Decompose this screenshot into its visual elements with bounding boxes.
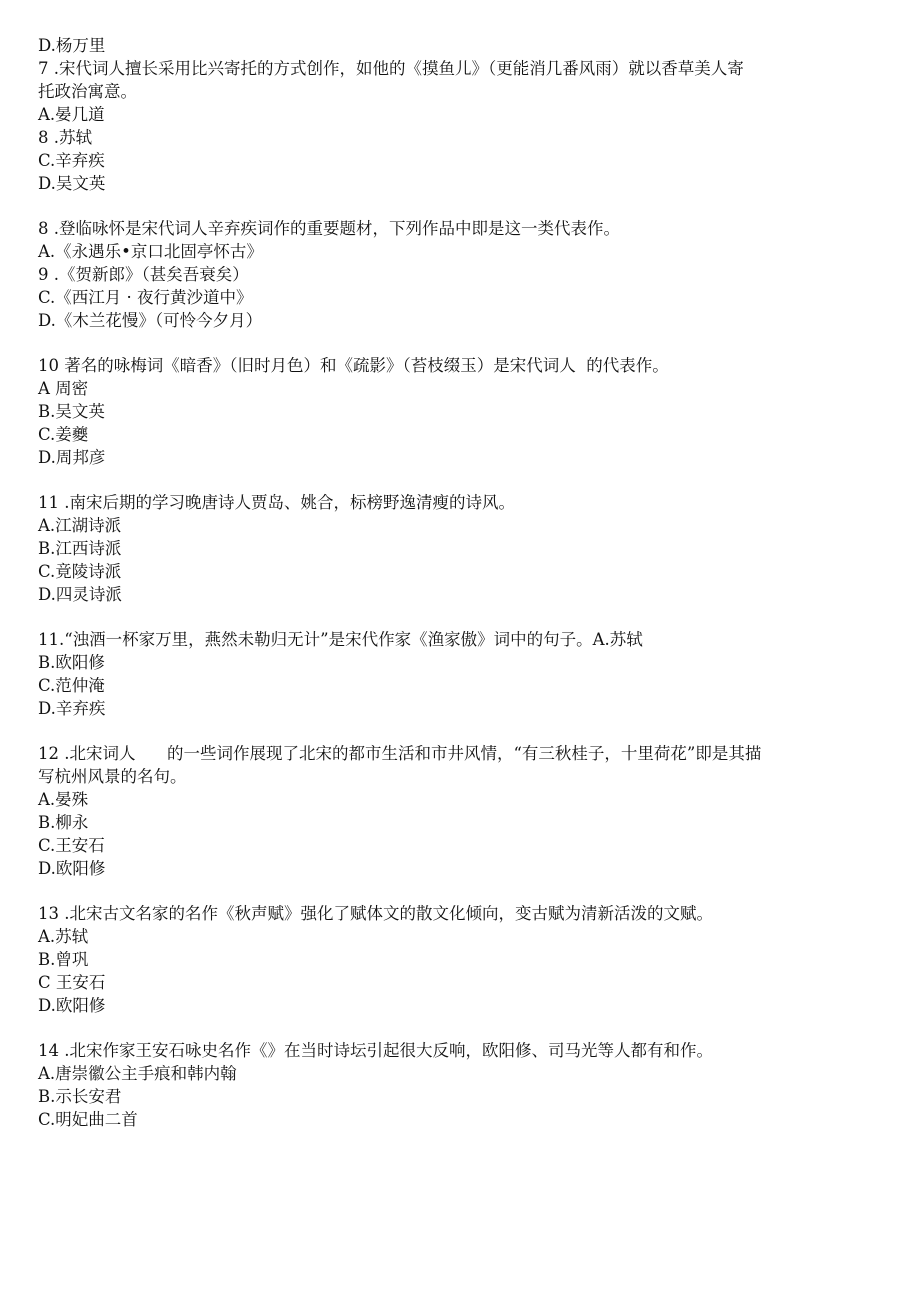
- document-page: [38, 34, 888, 1131]
- option-line: B.曾巩: [38, 950, 89, 969]
- question-text: 13 .北宋古文名家的名作《秋声赋》强化了赋体文的散文化倾向，变古赋为清新活泼的文赋。: [38, 904, 713, 923]
- option-line: C.竟陵诗派: [38, 562, 122, 581]
- option-line: 9 .《贺新郎》（甚矣吾衰矣）: [38, 265, 249, 284]
- option-line: D.周邦彦: [38, 448, 106, 467]
- option-line: B.柳永: [38, 813, 89, 832]
- option-line: C.辛弃疾: [38, 151, 105, 170]
- question-text: 7 .宋代词人擅长采用比兴寄托的方式创作，如他的《摸鱼儿》（更能消几番风雨）就以香草美人寄: [38, 59, 744, 78]
- option-line: A.苏轼: [38, 927, 89, 946]
- option-line: C.《西江月 · 夜行黄沙道中》: [38, 288, 253, 307]
- option-line: D.吴文英: [38, 174, 106, 193]
- question-text: 12 .北宋词人 的一些词作展现了北宋的都市生活和市井风情，“有三秋桂子，十里荷花”即是其描: [38, 744, 762, 763]
- option-line: A 周密: [38, 379, 89, 398]
- option-line: B.江西诗派: [38, 539, 122, 558]
- option-line: B.示长安君: [38, 1087, 122, 1106]
- option-line: D.辛弃疾: [38, 699, 106, 718]
- option-line: 8 .苏轼: [38, 128, 92, 147]
- question-text-continued: 托政治寓意。: [38, 82, 137, 101]
- question-block: [38, 217, 888, 332]
- option-line: A.江湖诗派: [38, 516, 122, 535]
- question-text: 11 .南宋后期的学习晚唐诗人贾岛、姚合，标榜野逸清瘦的诗风。: [38, 493, 515, 512]
- question-text: 14 .北宋作家王安石咏史名作《》在当时诗坛引起很大反响，欧阳修、司马光等人都有和作。: [38, 1041, 713, 1060]
- question-text: 8 .登临咏怀是宋代词人辛弃疾词作的重要题材，下列作品中即是这一类代表作。: [38, 219, 620, 238]
- option-line: C.明妃曲二首: [38, 1110, 138, 1129]
- option-line: C.王安石: [38, 836, 105, 855]
- option-line: D.欧阳修: [38, 859, 106, 878]
- question-block: [38, 742, 888, 880]
- option-line: D.《木兰花慢》（可怜今夕月）: [38, 311, 263, 330]
- question-block: [38, 354, 888, 469]
- block-spacer: [38, 1017, 888, 1039]
- option-line: A.《永遇乐•京口北固亭怀古》: [38, 242, 263, 261]
- question-block: [38, 628, 888, 720]
- block-spacer: [38, 469, 888, 491]
- block-spacer: [38, 195, 888, 217]
- block-spacer: [38, 332, 888, 354]
- block-spacer: [38, 880, 888, 902]
- option-line: D.杨万里: [38, 36, 106, 55]
- option-line: D.欧阳修: [38, 996, 106, 1015]
- option-line: C 王安石: [38, 973, 106, 992]
- question-text-continued: 写杭州风景的名句。: [38, 767, 187, 786]
- option-line: C.范仲淹: [38, 676, 105, 695]
- question-block: [38, 34, 888, 195]
- option-line: A.晏几道: [38, 105, 105, 124]
- question-block: [38, 491, 888, 606]
- question-text: 10 著名的咏梅词《暗香》（旧时月色）和《疏影》（苔枝缀玉）是宋代词人 的代表作。: [38, 356, 669, 375]
- option-line: A.唐崇徽公主手痕和韩内翰: [38, 1064, 237, 1083]
- block-spacer: [38, 720, 888, 742]
- question-text: 11.“浊酒一杯家万里，燕然未勒归无计”是宋代作家《渔家傲》词中的句子。A.苏轼: [38, 630, 643, 649]
- question-block: [38, 902, 888, 1017]
- option-line: D.四灵诗派: [38, 585, 122, 604]
- option-line: B.吴文英: [38, 402, 105, 421]
- question-block: [38, 1039, 888, 1131]
- option-line: A.晏殊: [38, 790, 89, 809]
- option-line: C.姜夔: [38, 425, 89, 444]
- block-spacer: [38, 606, 888, 628]
- option-line: B.欧阳修: [38, 653, 105, 672]
